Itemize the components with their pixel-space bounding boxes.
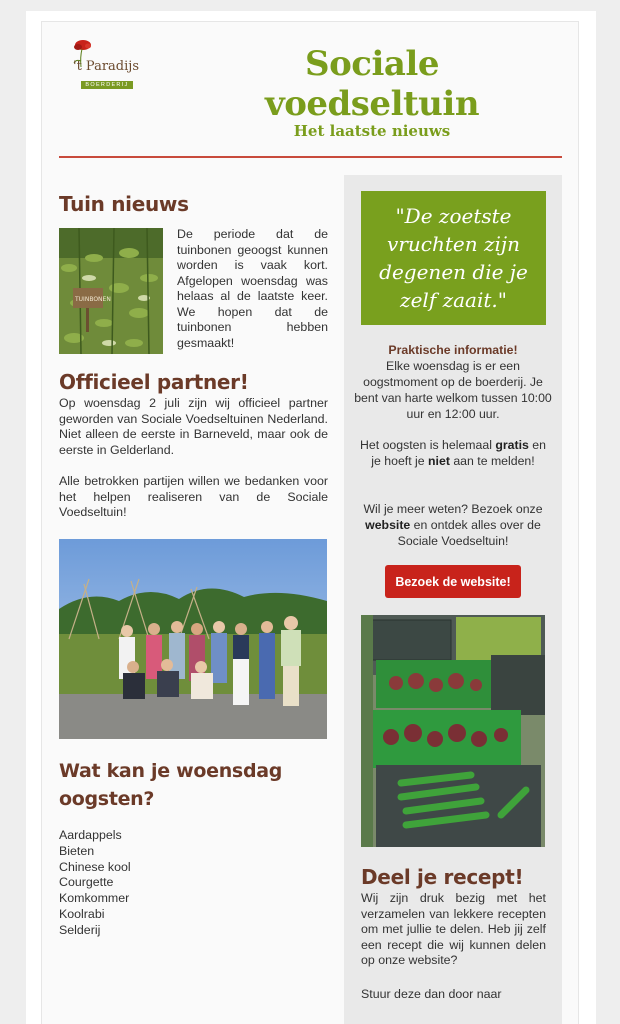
info-text: en je hoeft je [371,438,546,468]
recept-text-2: Stuur deze dan door naar [361,987,502,1001]
list-item: Komkommer [59,891,130,906]
logo-subtitle: BOERDERIJ [81,81,133,89]
list-item: Aardappels [59,828,122,842]
harvest-crates-photo [361,615,545,847]
sidebar [344,175,562,1024]
header-divider [59,156,562,158]
recept-text: Wij zijn druk bezig met het verzamelen van lekkere recepten om met jullie te delen. Heb jij zelf een recept die wij kunnen delen op onze website? [361,891,546,967]
info-emphasis: gratis [495,438,529,452]
info-text: Het oogsten is helemaal [360,438,496,452]
list-item: Bieten [59,843,95,858]
info-text: aan te melden! [449,454,535,468]
info-text: Wil je meer weten? Bezoek onze [363,502,543,516]
farm-logo[interactable] [67,37,139,95]
free-harvest-info [354,437,552,469]
partner-text-2: Alle betrokken partijen willen we bedanken voor het helpen realiseren van de Sociale Voedseltuin! [59,474,328,519]
practical-info-title: Praktische informatie! [388,343,518,357]
partner-text-1: Op woensdag 2 juli zijn wij officieel partner geworden van Sociale Voedseltuinen Nederland. Niet alleen de eerste in Barneveld, maar ook de eerste in Gelderland. [59,396,328,457]
tuinbonen-photo [59,228,163,354]
list-item: Selderij [59,922,101,937]
oogst-heading: Wat kan je woensdag oogsten? [59,760,283,810]
tuin-nieuws-heading: Tuin nieuws [59,192,189,216]
list-item: Courgette [59,875,114,890]
list-item: Chinese kool [59,859,131,874]
partner-heading: Officieel partner! [59,370,249,394]
tuinbonen-sign-label: TUINBONEN [75,296,111,303]
logo-wordmark: 't Paradijs [73,59,139,74]
practical-info [354,342,552,422]
website-link[interactable]: website [365,518,411,532]
newsletter-subtitle: Het laatste nieuws [293,122,451,140]
info-text: en ontdek alles over de Sociale Voedseltuin! [397,518,541,548]
group-photo [59,539,327,739]
info-emphasis: niet [428,454,450,468]
oogst-list [59,828,131,939]
list-item: Koolrabi [59,906,105,921]
newsletter-card [41,21,579,1024]
recept-heading: Deel je recept! [361,865,524,889]
visit-website-button[interactable]: Bezoek de website! [385,565,521,598]
practical-info-text: Elke woensdag is er een oogstmoment op de boerderij. Je bent van harte welkom tussen 10:00 uur en 12:00 uur. [354,359,552,421]
website-info [354,501,552,549]
newsletter-title: Sociale voedseltuin [264,44,480,124]
quote-box: "De zoetste vruchten zijn degenen die je zelf zaait." [361,191,546,325]
tuin-nieuws-text: De periode dat de tuinbonen geoogst kunnen worden is vaak kort. Afgelopen woensdag was helaas al de laatste keer. We hopen dat de tuinbonen hebben gesmaakt! [177,227,328,350]
